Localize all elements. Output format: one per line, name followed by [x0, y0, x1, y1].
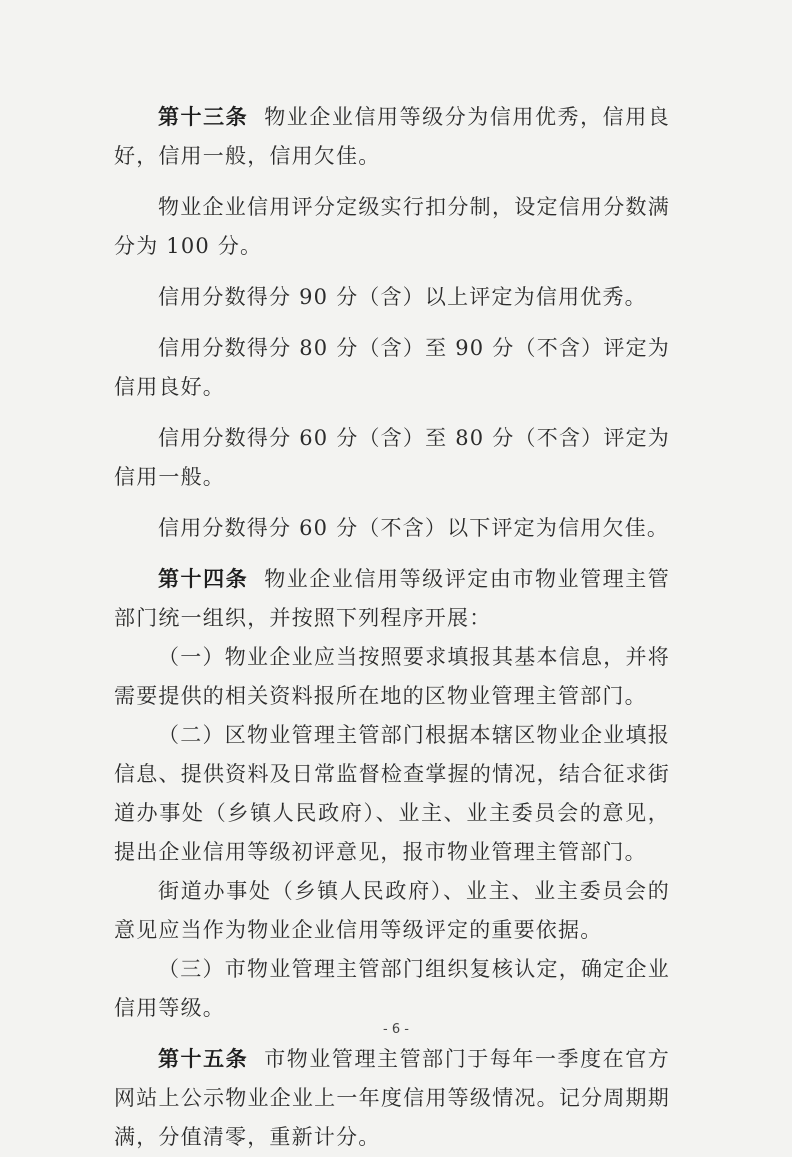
step-2-note-paragraph: 街道办事处（乡镇人民政府）、业主、业主委员会的意见应当作为物业企业信用等级评定的重要依据。 [114, 879, 670, 942]
article-14-text: 物业企业信用等级评定由市物业管理主管部门统一组织，并按照下列程序开展： [114, 567, 670, 630]
page-number: - 6 - [383, 1022, 409, 1037]
scoring-paragraph: 物业企业信用评分定级实行扣分制，设定信用分数满分为 100 分。 [114, 195, 670, 258]
excellent-paragraph: 信用分数得分 90 分（含）以上评定为信用优秀。 [158, 285, 647, 309]
step-2-paragraph: （二）区物业管理主管部门根据本辖区物业企业填报信息、提供资料及日常监督检查掌握的情况，结合征求街道办事处（乡镇人民政府）、业主、业主委员会的意见，提出企业信用等级初评意见，报市物业管理主管部门。 [114, 723, 670, 864]
good-paragraph: 信用分数得分 80 分（含）至 90 分（不含）评定为信用良好。 [114, 336, 670, 399]
article-15-text: 市物业管理主管部门于每年一季度在官方网站上公示物业企业上一年度信用等级情况。记分周期期满，分值清零，重新计分。 [114, 1047, 670, 1149]
article-15-paragraph [114, 1040, 670, 1157]
poor-paragraph: 信用分数得分 60 分（不含）以下评定为信用欠佳。 [158, 516, 670, 540]
article-14-label: 第十四条 [158, 567, 249, 591]
document-body [114, 98, 670, 1157]
step-1-paragraph: （一）物业企业应当按照要求填报其基本信息，并将需要提供的相关资料报所在地的区物业管理主管部门。 [114, 645, 670, 708]
article-13-label: 第十三条 [158, 105, 249, 129]
article-15-label: 第十五条 [158, 1047, 249, 1071]
article-13-paragraph [114, 98, 670, 176]
article-13-text: 物业企业信用等级分为信用优秀，信用良好，信用一般，信用欠佳。 [114, 105, 670, 168]
step-3-paragraph: （三）市物业管理主管部门组织复核认定，确定企业信用等级。 [114, 957, 670, 1020]
article-14-paragraph [114, 560, 670, 638]
general-paragraph: 信用分数得分 60 分（含）至 80 分（不含）评定为信用一般。 [114, 426, 670, 489]
